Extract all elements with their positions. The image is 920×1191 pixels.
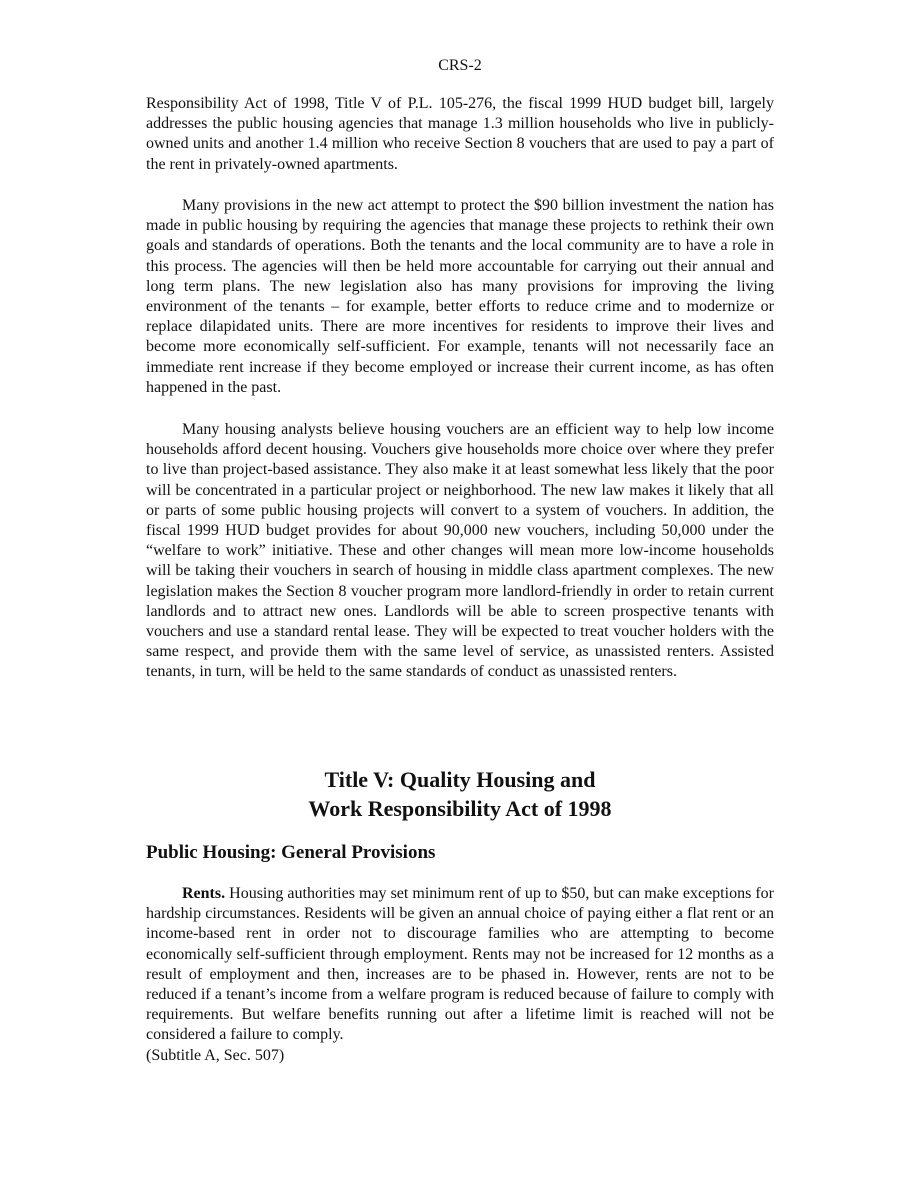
rents-label: Rents. [182,885,226,902]
paragraph-rents [146,884,774,1046]
paragraph-provisions: Many provisions in the new act attempt to protect the $90 billion investment the nation has made in public housing by requiring the agencies that manage these projects to rethink their own goals and standards of operations. Both the tenants and the local community are to have a role in this process. The agencies will then be held more accountable for carrying out their annual and long term plans. The new legislation also has many provisions for improving the living environment of the tenants – for example, better efforts to reduce crime and to modernize or replace dilapidated units. There are more incentives for residents to improve their lives and become more economically self-sufficient. For example, tenants will not necessarily face an immediate rent increase if they become employed or increase their current income, as has often happened in the past. [146,197,774,396]
page-header: CRS-2 [438,57,482,74]
paragraph-vouchers: Many housing analysts believe housing vouchers are an efficient way to help low income households afford decent housing. Vouchers give households more choice over where they prefer to live than project-based assistance. They also make it at least somewhat less likely that the poor will be concentrated in a particular project or neighborhood. The new law makes it likely that all or parts of some public housing projects will convert to a system of vouchers. In addition, the fiscal 1999 HUD budget provides for about 90,000 new vouchers, including 50,000 under the “welfare to work” initiative. These and other changes will mean more low-income households will be taking their vouchers in search of housing in middle class apartment complexes. The new legislation makes the Section 8 voucher program more landlord-friendly in order to retain current landlords and to attract new ones. Landlords will be able to screen prospective tenants with vouchers and use a standard rental lease. They will be expected to treat voucher holders with the same respect, and provide them with the same level of service, as unassisted renters. Assisted tenants, in turn, will be held to the same standards of conduct as unassisted renters. [146,421,774,681]
title-line-2: Work Responsibility Act of 1998 [308,796,612,821]
citation: (Subtitle A, Sec. 507) [146,1047,285,1064]
title-line-1: Title V: Quality Housing and [324,767,596,792]
document-title [146,765,774,823]
section-heading: Public Housing: General Provisions [146,842,436,863]
paragraph-intro: Responsibility Act of 1998, Title V of P.L. 105-276, the fiscal 1999 HUD budget bill, largely addresses the public housing agencies that manage 1.3 million households who live in publicly-owned units and another 1.4 million who receive Section 8 vouchers that are used to pay a part of the rent in privately-owned apartments. [146,95,774,173]
rents-text: Housing authorities may set minimum rent of up to $50, but can make exceptions for hardship circumstances. Residents will be given an annual choice of paying either a flat rent or an income-based rent in order not to discourage families who are attempting to become economically self-sufficient through employment. Rents may not be increased for 12 months as a result of employment and then, increases are to be phased in. However, rents are not to be reduced if a tenant’s income from a welfare program is reduced because of failure to comply with requirements. But welfare benefits running out after a lifetime limit is reached will not be considered a failure to comply. [146,885,774,1044]
